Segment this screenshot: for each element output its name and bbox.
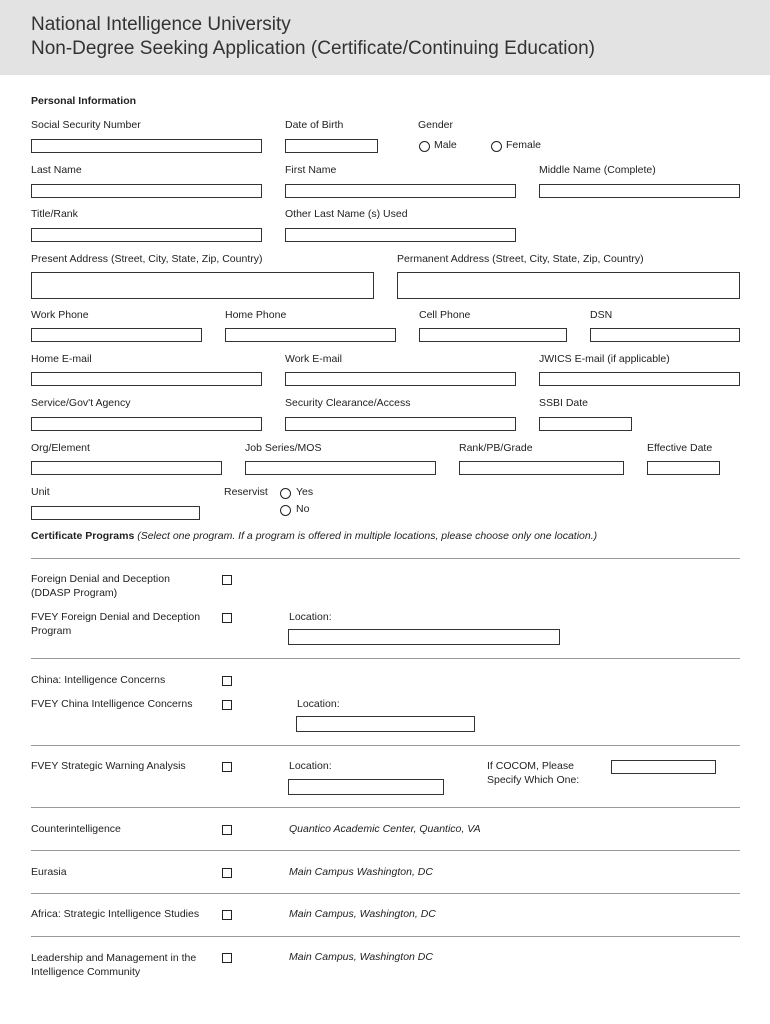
title-rank-field[interactable] xyxy=(31,228,262,242)
divider xyxy=(31,936,740,937)
title-rank-label: Title/Rank xyxy=(31,208,78,220)
program-label: Foreign Denial and Deception (DDASP Program) xyxy=(31,573,170,599)
program-label: Eurasia xyxy=(31,866,67,878)
program-location: Main Campus, Washington DC xyxy=(289,951,433,963)
gender-label: Gender xyxy=(418,119,454,131)
yes-label: Yes xyxy=(296,486,314,498)
ssn-field[interactable] xyxy=(31,139,262,153)
personal-info-heading: Personal Information xyxy=(31,95,137,107)
rank-grade-field[interactable] xyxy=(459,461,624,475)
first-name-label: First Name xyxy=(285,164,337,176)
rank-grade-label: Rank/PB/Grade xyxy=(459,442,533,454)
ssn-label: Social Security Number xyxy=(31,119,141,131)
org-element-label: Org/Element xyxy=(31,442,90,454)
job-series-label: Job Series/MOS xyxy=(245,442,322,454)
other-last-names-label: Other Last Name (s) Used xyxy=(285,208,408,220)
work-phone-field[interactable] xyxy=(31,328,202,342)
dsn-label: DSN xyxy=(590,309,613,321)
program-label: FVEY China Intelligence Concerns xyxy=(31,698,193,710)
work-email-label: Work E-mail xyxy=(285,353,342,365)
other-last-names-field[interactable] xyxy=(285,228,516,242)
program-fvey-warning-checkbox[interactable] xyxy=(222,762,232,772)
program-label: Counterintelligence xyxy=(31,823,121,835)
home-email-field[interactable] xyxy=(31,372,262,386)
agency-field[interactable] xyxy=(31,417,262,431)
page-header xyxy=(0,0,770,75)
location-label: Location: xyxy=(289,760,332,772)
middle-name-label: Middle Name (Complete) xyxy=(539,164,656,176)
cocom-label: If COCOM, Please Specify Which One: xyxy=(487,760,580,786)
jwics-email-label: JWICS E-mail (if applicable) xyxy=(539,353,670,365)
cell-phone-label: Cell Phone xyxy=(419,309,471,321)
job-series-field[interactable] xyxy=(245,461,436,475)
org-element-field[interactable] xyxy=(31,461,222,475)
program-location: Main Campus, Washington, DC xyxy=(289,908,436,920)
reservist-no-radio[interactable] xyxy=(280,505,291,516)
no-label: No xyxy=(296,503,310,515)
program-eurasia-checkbox[interactable] xyxy=(222,868,232,878)
divider xyxy=(31,807,740,808)
reservist-yes-radio[interactable] xyxy=(280,488,291,499)
middle-name-field[interactable] xyxy=(539,184,740,198)
program-ddasp-checkbox[interactable] xyxy=(222,575,232,585)
program-fvey-denial-checkbox[interactable] xyxy=(222,613,232,623)
clearance-field[interactable] xyxy=(285,417,516,431)
cell-phone-field[interactable] xyxy=(419,328,567,342)
present-address-field[interactable] xyxy=(31,272,374,299)
male-label: Male xyxy=(434,139,457,151)
program-africa-checkbox[interactable] xyxy=(222,910,232,920)
divider xyxy=(31,745,740,746)
clearance-label: Security Clearance/Access xyxy=(285,397,411,409)
program-counterintelligence-checkbox[interactable] xyxy=(222,825,232,835)
program-location: Quantico Academic Center, Quantico, VA xyxy=(289,823,481,835)
location-label: Location: xyxy=(289,611,332,623)
certificate-programs-heading xyxy=(31,530,597,542)
dsn-field[interactable] xyxy=(590,328,740,342)
program-leadership-checkbox[interactable] xyxy=(222,953,232,963)
certificate-programs-note: (Select one program. If a program is offered in multiple locations, please choose only one location.) xyxy=(137,530,598,542)
present-address-label: Present Address (Street, City, State, Zip, Country) xyxy=(31,253,263,265)
program-label: Africa: Strategic Intelligence Studies xyxy=(31,908,200,920)
program-label: Leadership and Management in the Intelligence Community xyxy=(31,952,197,978)
first-name-field[interactable] xyxy=(285,184,516,198)
program-label: China: Intelligence Concerns xyxy=(31,674,166,686)
location-label: Location: xyxy=(297,698,340,710)
last-name-field[interactable] xyxy=(31,184,262,198)
ssbi-date-label: SSBI Date xyxy=(539,397,589,409)
gender-male-radio[interactable] xyxy=(419,141,430,152)
work-phone-label: Work Phone xyxy=(31,309,89,321)
unit-field[interactable] xyxy=(31,506,200,520)
home-phone-label: Home Phone xyxy=(225,309,287,321)
last-name-label: Last Name xyxy=(31,164,82,176)
program-location: Main Campus Washington, DC xyxy=(289,866,433,878)
dob-label: Date of Birth xyxy=(285,119,344,131)
certificate-programs-title: Certificate Programs xyxy=(31,530,135,542)
program-label: FVEY Foreign Denial and Deception Program xyxy=(31,611,201,637)
location-field[interactable] xyxy=(288,629,560,645)
dob-field[interactable] xyxy=(285,139,378,153)
page-subtitle: Non-Degree Seeking Application (Certificate/Continuing Education) xyxy=(31,38,595,59)
unit-label: Unit xyxy=(31,486,50,498)
program-china-checkbox[interactable] xyxy=(222,676,232,686)
home-phone-field[interactable] xyxy=(225,328,396,342)
effective-date-label: Effective Date xyxy=(647,442,713,454)
gender-female-radio[interactable] xyxy=(491,141,502,152)
divider xyxy=(31,658,740,659)
location-field[interactable] xyxy=(288,779,444,795)
home-email-label: Home E-mail xyxy=(31,353,92,365)
jwics-email-field[interactable] xyxy=(539,372,740,386)
cocom-field[interactable] xyxy=(611,760,716,774)
program-label: FVEY Strategic Warning Analysis xyxy=(31,760,186,772)
divider xyxy=(31,850,740,851)
page-title: National Intelligence University xyxy=(31,14,291,35)
divider xyxy=(31,558,740,559)
ssbi-date-field[interactable] xyxy=(539,417,632,431)
female-label: Female xyxy=(506,139,542,151)
permanent-address-field[interactable] xyxy=(397,272,740,299)
divider xyxy=(31,893,740,894)
agency-label: Service/Gov't Agency xyxy=(31,397,131,409)
location-field[interactable] xyxy=(296,716,475,732)
work-email-field[interactable] xyxy=(285,372,516,386)
permanent-address-label: Permanent Address (Street, City, State, Zip, Country) xyxy=(397,253,644,265)
program-fvey-china-checkbox[interactable] xyxy=(222,700,232,710)
effective-date-field[interactable] xyxy=(647,461,720,475)
reservist-label: Reservist xyxy=(224,486,268,498)
